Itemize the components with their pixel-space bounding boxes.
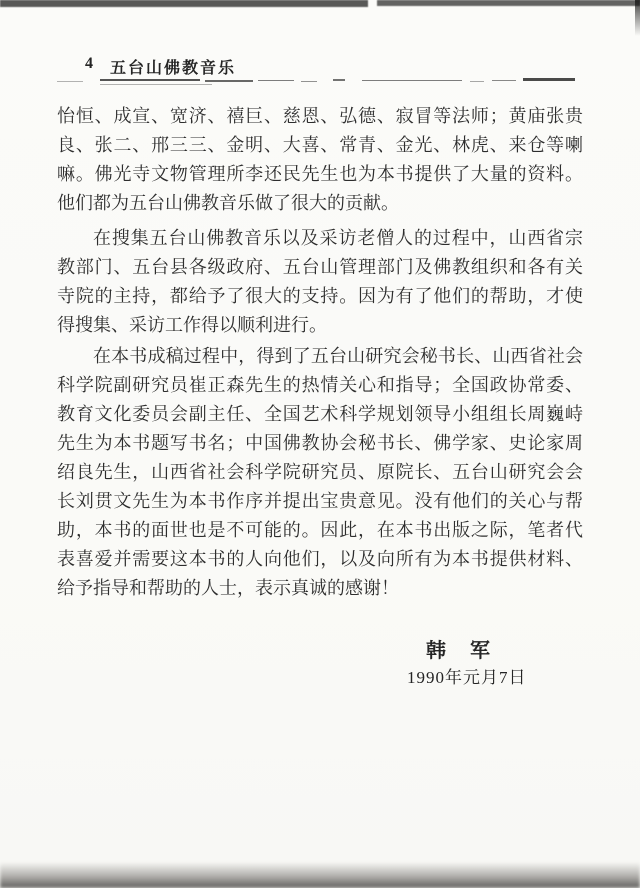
header-rule-segment: [492, 80, 516, 81]
scan-edge-top-left: [0, 0, 368, 7]
text-line: 在搜集五台山佛教音乐以及采访老僧人的过程中，山西省宗: [93, 228, 583, 248]
header-rule-segment: [57, 81, 83, 82]
paragraph: [57, 342, 583, 603]
text-line: 嘛。佛光寺文物管理所李还民先生也为本书提供了大量的资料。: [57, 164, 583, 184]
text-line: 他们都为五台山佛教音乐做了很大的贡献。: [57, 193, 399, 213]
text-line: 寺院的主持，都给予了很大的支持。因为有了他们的帮助，才使: [57, 286, 583, 306]
text-line: 给予指导和帮助的人士，表示真诚的感谢！: [57, 578, 399, 598]
text-line: 良、张二、邢三三、金明、大喜、常青、金光、林虎、来仓等喇: [57, 135, 583, 155]
header-rule-segment: [100, 79, 200, 81]
body-text: [57, 102, 583, 603]
text-line: 绍良先生，山西省社会科学院研究员、原院长、五台山研究会会: [57, 462, 583, 482]
header-rule-segment: [100, 84, 212, 85]
header-rule-segment: [523, 78, 575, 81]
paragraph: [57, 224, 583, 340]
text-line: 得搜集、采访工作得以顺利进行。: [57, 315, 327, 335]
text-line: 教部门、五台县各级政府、五台山管理部门及佛教组织和各有关: [57, 257, 583, 277]
header-rule-segment: [258, 80, 294, 81]
scan-edge-top-right: [377, 0, 640, 6]
header-rule-segment: [333, 79, 345, 81]
header-rule-segment: [470, 81, 484, 82]
text-line: 科学院副研究员崔正森先生的热情关心和指导；全国政协常委、: [57, 375, 583, 395]
text-line: 在本书成稿过程中，得到了五台山研究会秘书长、山西省社会: [93, 346, 583, 366]
text-line: 教育文化委员会副主任、全国艺术科学规划领导小组组长周巍峙: [57, 404, 583, 424]
header-rule-segment: [301, 81, 317, 82]
text-line: 表喜爱并需要这本书的人向他们，以及向所有为本书提供材料、: [57, 549, 583, 569]
text-line: 助，本书的面世也是不可能的。因此，在本书出版之际，笔者代: [57, 520, 583, 540]
signature-date: 1990年元月7日: [407, 668, 527, 687]
header-rule-segment: [362, 80, 462, 81]
text-line: 长刘贯文先生为本书作序并提出宝贵意见。没有他们的关心与帮: [57, 491, 583, 511]
paragraph: [57, 102, 583, 218]
text-line: 怡恒、成宣、宽济、禧巨、慈恩、弘德、寂冒等法师；黄庙张贵: [57, 106, 583, 126]
scan-edge-right: [635, 0, 640, 36]
signature-name: 韩 军: [426, 640, 492, 662]
running-title: 五台山佛教音乐: [110, 60, 237, 77]
text-line: 先生为本书题写书名；中国佛教协会秘书长、佛学家、史论家周: [57, 433, 583, 453]
scan-edge-bottom: [0, 862, 640, 888]
page-number: 4: [85, 55, 93, 72]
running-head: [0, 55, 640, 79]
header-rule-segment: [205, 80, 253, 82]
